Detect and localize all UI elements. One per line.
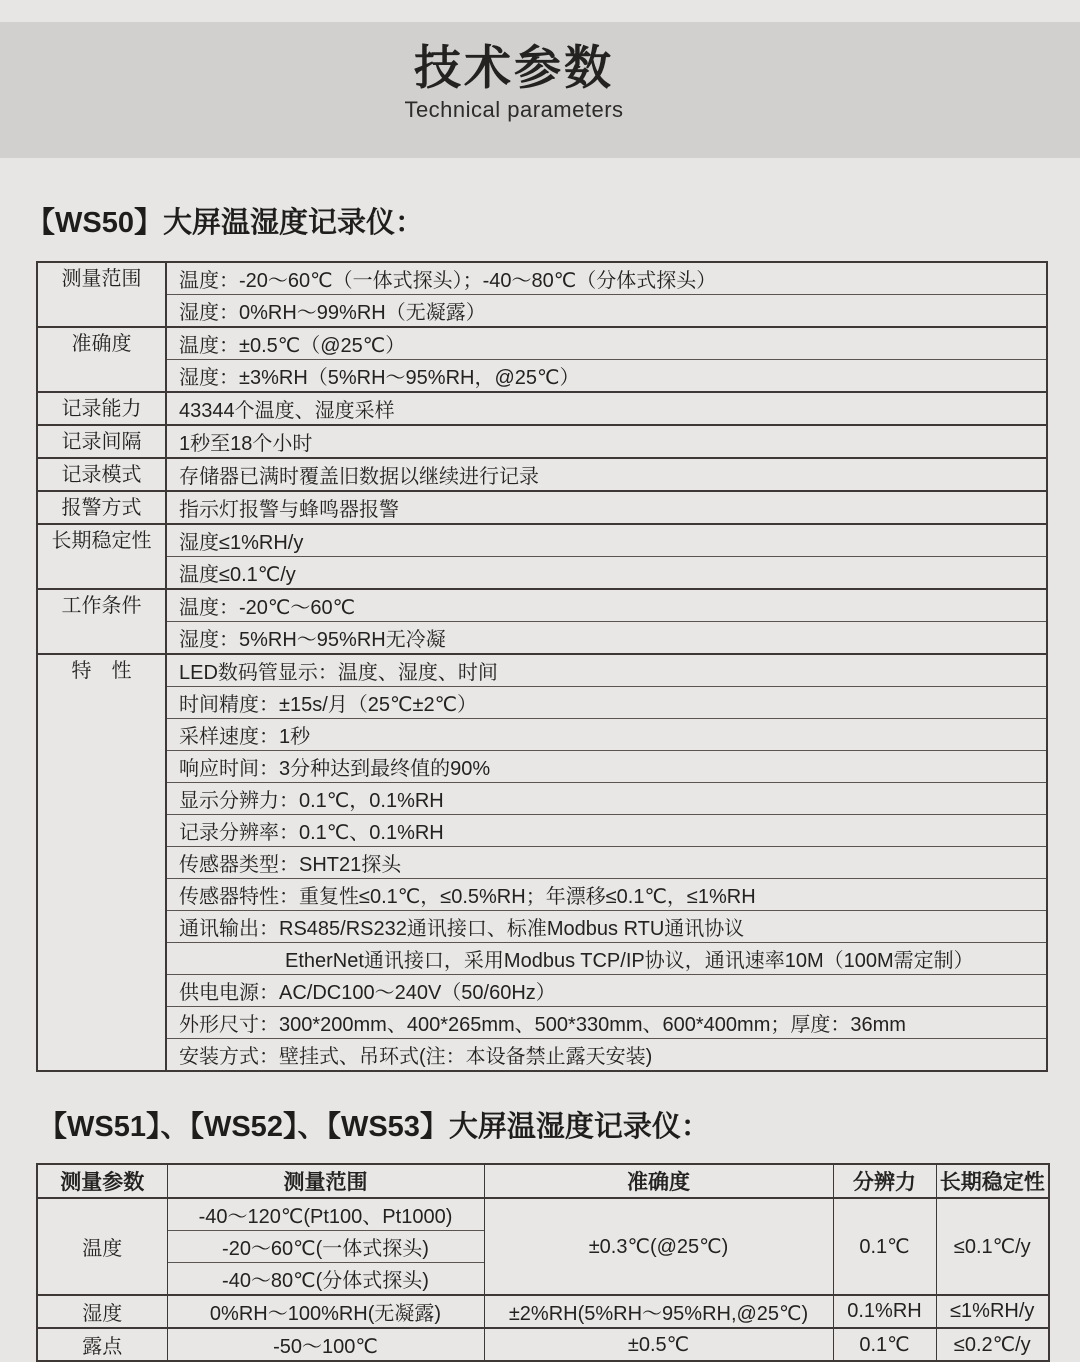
spec-value: 存储器已满时覆盖旧数据以继续进行记录 [166, 458, 1047, 491]
spec-value: 湿度：±3%RH（5%RH～95%RH，@25℃） [166, 360, 1047, 393]
title-band-inner [0, 22, 1054, 123]
spec-value: LED数码管显示：温度、湿度、时间 [166, 654, 1047, 687]
spec-group-label: 测量范围 [37, 262, 166, 327]
spec-value: 1秒至18个小时 [166, 425, 1047, 458]
spec-value: 记录分辨率：0.1℃、0.1%RH [166, 815, 1047, 847]
ws51-53-section-heading: 【WS51】、【WS52】、【WS53】大屏温湿度记录仪： [38, 1111, 710, 1143]
spec-row [37, 654, 1047, 687]
accuracy-value: ±0.5℃ [484, 1328, 833, 1361]
spec-value: 温度：±0.5℃（@25℃） [166, 327, 1047, 360]
resolution-value: 0.1℃ [833, 1198, 936, 1295]
param-name: 湿度 [37, 1295, 167, 1328]
spec-value: 安装方式：壁挂式、吊环式(注：本设备禁止露天安装) [166, 1039, 1047, 1072]
param-row [37, 1198, 1049, 1231]
column-header: 长期稳定性 [936, 1164, 1049, 1198]
spec-row [37, 589, 1047, 622]
spec-row [37, 458, 1047, 491]
spec-group-label: 记录间隔 [37, 425, 166, 458]
accuracy-value: ±2%RH(5%RH～95%RH,@25℃) [484, 1295, 833, 1328]
ws51-53-spec-table [36, 1163, 1050, 1362]
spec-row [37, 392, 1047, 425]
spec-value: 温度：-20℃～60℃ [166, 589, 1047, 622]
measure-range: -20～60℃(一体式探头) [167, 1231, 484, 1263]
ws51-53-table-body [37, 1198, 1049, 1361]
resolution-value: 0.1℃ [833, 1328, 936, 1361]
spec-value: 响应时间：3分种达到最终值的90% [166, 751, 1047, 783]
column-header: 分辨力 [833, 1164, 936, 1198]
resolution-value: 0.1%RH [833, 1295, 936, 1328]
spec-row [37, 425, 1047, 458]
top-margin [0, 0, 1080, 22]
param-name: 温度 [37, 1198, 167, 1295]
spec-value: 通讯输出：RS485/RS232通讯接口、标准Modbus RTU通讯协议 [166, 911, 1047, 943]
accuracy-value: ±0.3℃(@25℃) [484, 1198, 833, 1295]
spec-value: 指示灯报警与蜂鸣器报警 [166, 491, 1047, 524]
spec-value: 温度：-20～60℃（一体式探头）；-40～80℃（分体式探头） [166, 262, 1047, 295]
param-row [37, 1295, 1049, 1328]
spec-group-label: 工作条件 [37, 589, 166, 654]
spec-value: 湿度≤1%RH/y [166, 524, 1047, 557]
param-row [37, 1328, 1049, 1361]
column-header: 测量范围 [167, 1164, 484, 1198]
spec-value: 43344个温度、湿度采样 [166, 392, 1047, 425]
spec-row [37, 719, 1047, 751]
spec-group-label: 长期稳定性 [37, 524, 166, 589]
stability-value: ≤1%RH/y [936, 1295, 1049, 1328]
spec-value: 时间精度：±15s/月（25℃±2℃） [166, 687, 1047, 719]
ws50-spec-table-body [37, 262, 1047, 1071]
column-header: 测量参数 [37, 1164, 167, 1198]
measure-range: -50～100℃ [167, 1328, 484, 1361]
spec-row [37, 360, 1047, 393]
spec-value: 湿度：0%RH～99%RH（无凝露） [166, 295, 1047, 328]
spec-value: 湿度：5%RH～95%RH无冷凝 [166, 622, 1047, 655]
spec-value: 外形尺寸：300*200mm、400*265mm、500*330mm、600*400mm；厚度：36mm [166, 1007, 1047, 1039]
spec-value: EtherNet通讯接口，采用Modbus TCP/IP协议，通讯速率10M（100M需定制） [166, 943, 1047, 975]
measure-range: -40～120℃(Pt100、Pt1000) [167, 1198, 484, 1231]
spec-row [37, 622, 1047, 655]
spec-value: 传感器特性：重复性≤0.1℃，≤0.5%RH；年漂移≤0.1℃，≤1%RH [166, 879, 1047, 911]
spec-row [37, 975, 1047, 1007]
spec-value: 采样速度：1秒 [166, 719, 1047, 751]
measure-range: 0%RH～100%RH(无凝露) [167, 1295, 484, 1328]
ws50-section-heading: 【WS50】大屏温湿度记录仪： [26, 207, 424, 239]
spec-row [37, 847, 1047, 879]
spec-row [37, 751, 1047, 783]
spec-group-label: 准确度 [37, 327, 166, 392]
spec-value: 供电电源：AC/DC100～240V（50/60Hz） [166, 975, 1047, 1007]
spec-group-label: 记录能力 [37, 392, 166, 425]
spec-value: 显示分辨力：0.1℃，0.1%RH [166, 783, 1047, 815]
spec-row [37, 879, 1047, 911]
spec-row [37, 557, 1047, 590]
spec-row [37, 943, 1047, 975]
spec-group-label: 报警方式 [37, 491, 166, 524]
spec-row [37, 687, 1047, 719]
stability-value: ≤0.1℃/y [936, 1198, 1049, 1295]
page-subtitle: Technical parameters [404, 96, 624, 122]
measure-range: -40～80℃(分体式探头) [167, 1263, 484, 1296]
spec-row [37, 1007, 1047, 1039]
title-band [0, 22, 1080, 158]
spec-row [37, 783, 1047, 815]
spec-row [37, 524, 1047, 557]
page-title: 技术参数 [414, 41, 614, 94]
spec-row [37, 1039, 1047, 1072]
spec-row [37, 262, 1047, 295]
spec-value: 传感器类型：SHT21探头 [166, 847, 1047, 879]
column-header: 准确度 [484, 1164, 833, 1198]
header-row [37, 1164, 1049, 1198]
spec-group-label: 记录模式 [37, 458, 166, 491]
param-name: 露点 [37, 1328, 167, 1361]
spec-row [37, 327, 1047, 360]
spec-row [37, 491, 1047, 524]
spec-row [37, 815, 1047, 847]
spec-row [37, 911, 1047, 943]
stability-value: ≤0.2℃/y [936, 1328, 1049, 1361]
spec-value: 温度≤0.1℃/y [166, 557, 1047, 590]
spec-group-label: 特 性 [37, 654, 166, 1071]
ws50-spec-table [36, 261, 1048, 1072]
ws51-53-table-head [37, 1164, 1049, 1198]
spec-row [37, 295, 1047, 328]
